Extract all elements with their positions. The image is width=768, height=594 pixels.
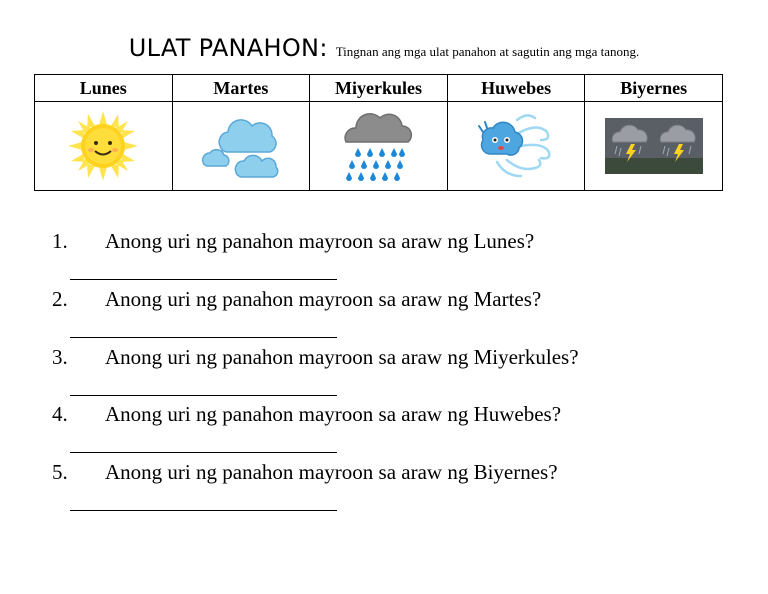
- question-text: Anong uri ng panahon mayroon sa araw ng Huwebes?: [105, 402, 562, 427]
- weather-cell-biyernes: [585, 102, 723, 191]
- cloudy-icon: [200, 110, 282, 182]
- question-number: 1.: [52, 229, 68, 253]
- answer-line[interactable]: [70, 510, 337, 511]
- table-icon-row: [35, 102, 723, 191]
- thunderstorm-icon: [605, 118, 703, 174]
- worksheet-header: [0, 34, 768, 62]
- windy-icon: [477, 110, 555, 182]
- answer-line[interactable]: [70, 395, 337, 396]
- question-text: Anong uri ng panahon mayroon sa araw ng Miyerkules?: [105, 344, 579, 369]
- answer-line[interactable]: [70, 337, 337, 338]
- day-header-huwebes: Huwebes: [447, 75, 585, 102]
- weather-cell-martes: [172, 102, 310, 191]
- day-header-biyernes: Biyernes: [585, 75, 723, 102]
- answer-line[interactable]: [70, 279, 337, 280]
- answer-line[interactable]: [70, 452, 337, 453]
- weather-cell-miyerkules: [310, 102, 448, 191]
- question-number: 4.: [52, 402, 68, 427]
- instructions-text: Tingnan ang mga ulat panahon at sagutin ang mga tanong.: [335, 44, 640, 59]
- weather-report-table: [34, 74, 723, 191]
- page-title: ULAT PANAHON:: [128, 34, 328, 62]
- question-text: Anong uri ng panahon mayroon sa araw ng Martes?: [105, 286, 542, 311]
- question-text: Anong uri ng panahon mayroon sa araw ng Biyernes?: [105, 460, 558, 485]
- sunny-icon: [66, 109, 140, 183]
- day-header-lunes: Lunes: [35, 75, 173, 102]
- question-number: 5.: [52, 460, 68, 485]
- question-number: 3.: [52, 344, 68, 369]
- question-number: 2.: [52, 286, 68, 311]
- question-text: Anong uri ng panahon mayroon sa araw ng Lunes?: [105, 229, 535, 253]
- weather-cell-huwebes: [447, 102, 585, 191]
- day-header-martes: Martes: [172, 75, 310, 102]
- day-header-miyerkules: Miyerkules: [310, 75, 448, 102]
- table-header-row: [35, 75, 723, 102]
- rainy-icon: [340, 108, 416, 184]
- weather-cell-lunes: [35, 102, 173, 191]
